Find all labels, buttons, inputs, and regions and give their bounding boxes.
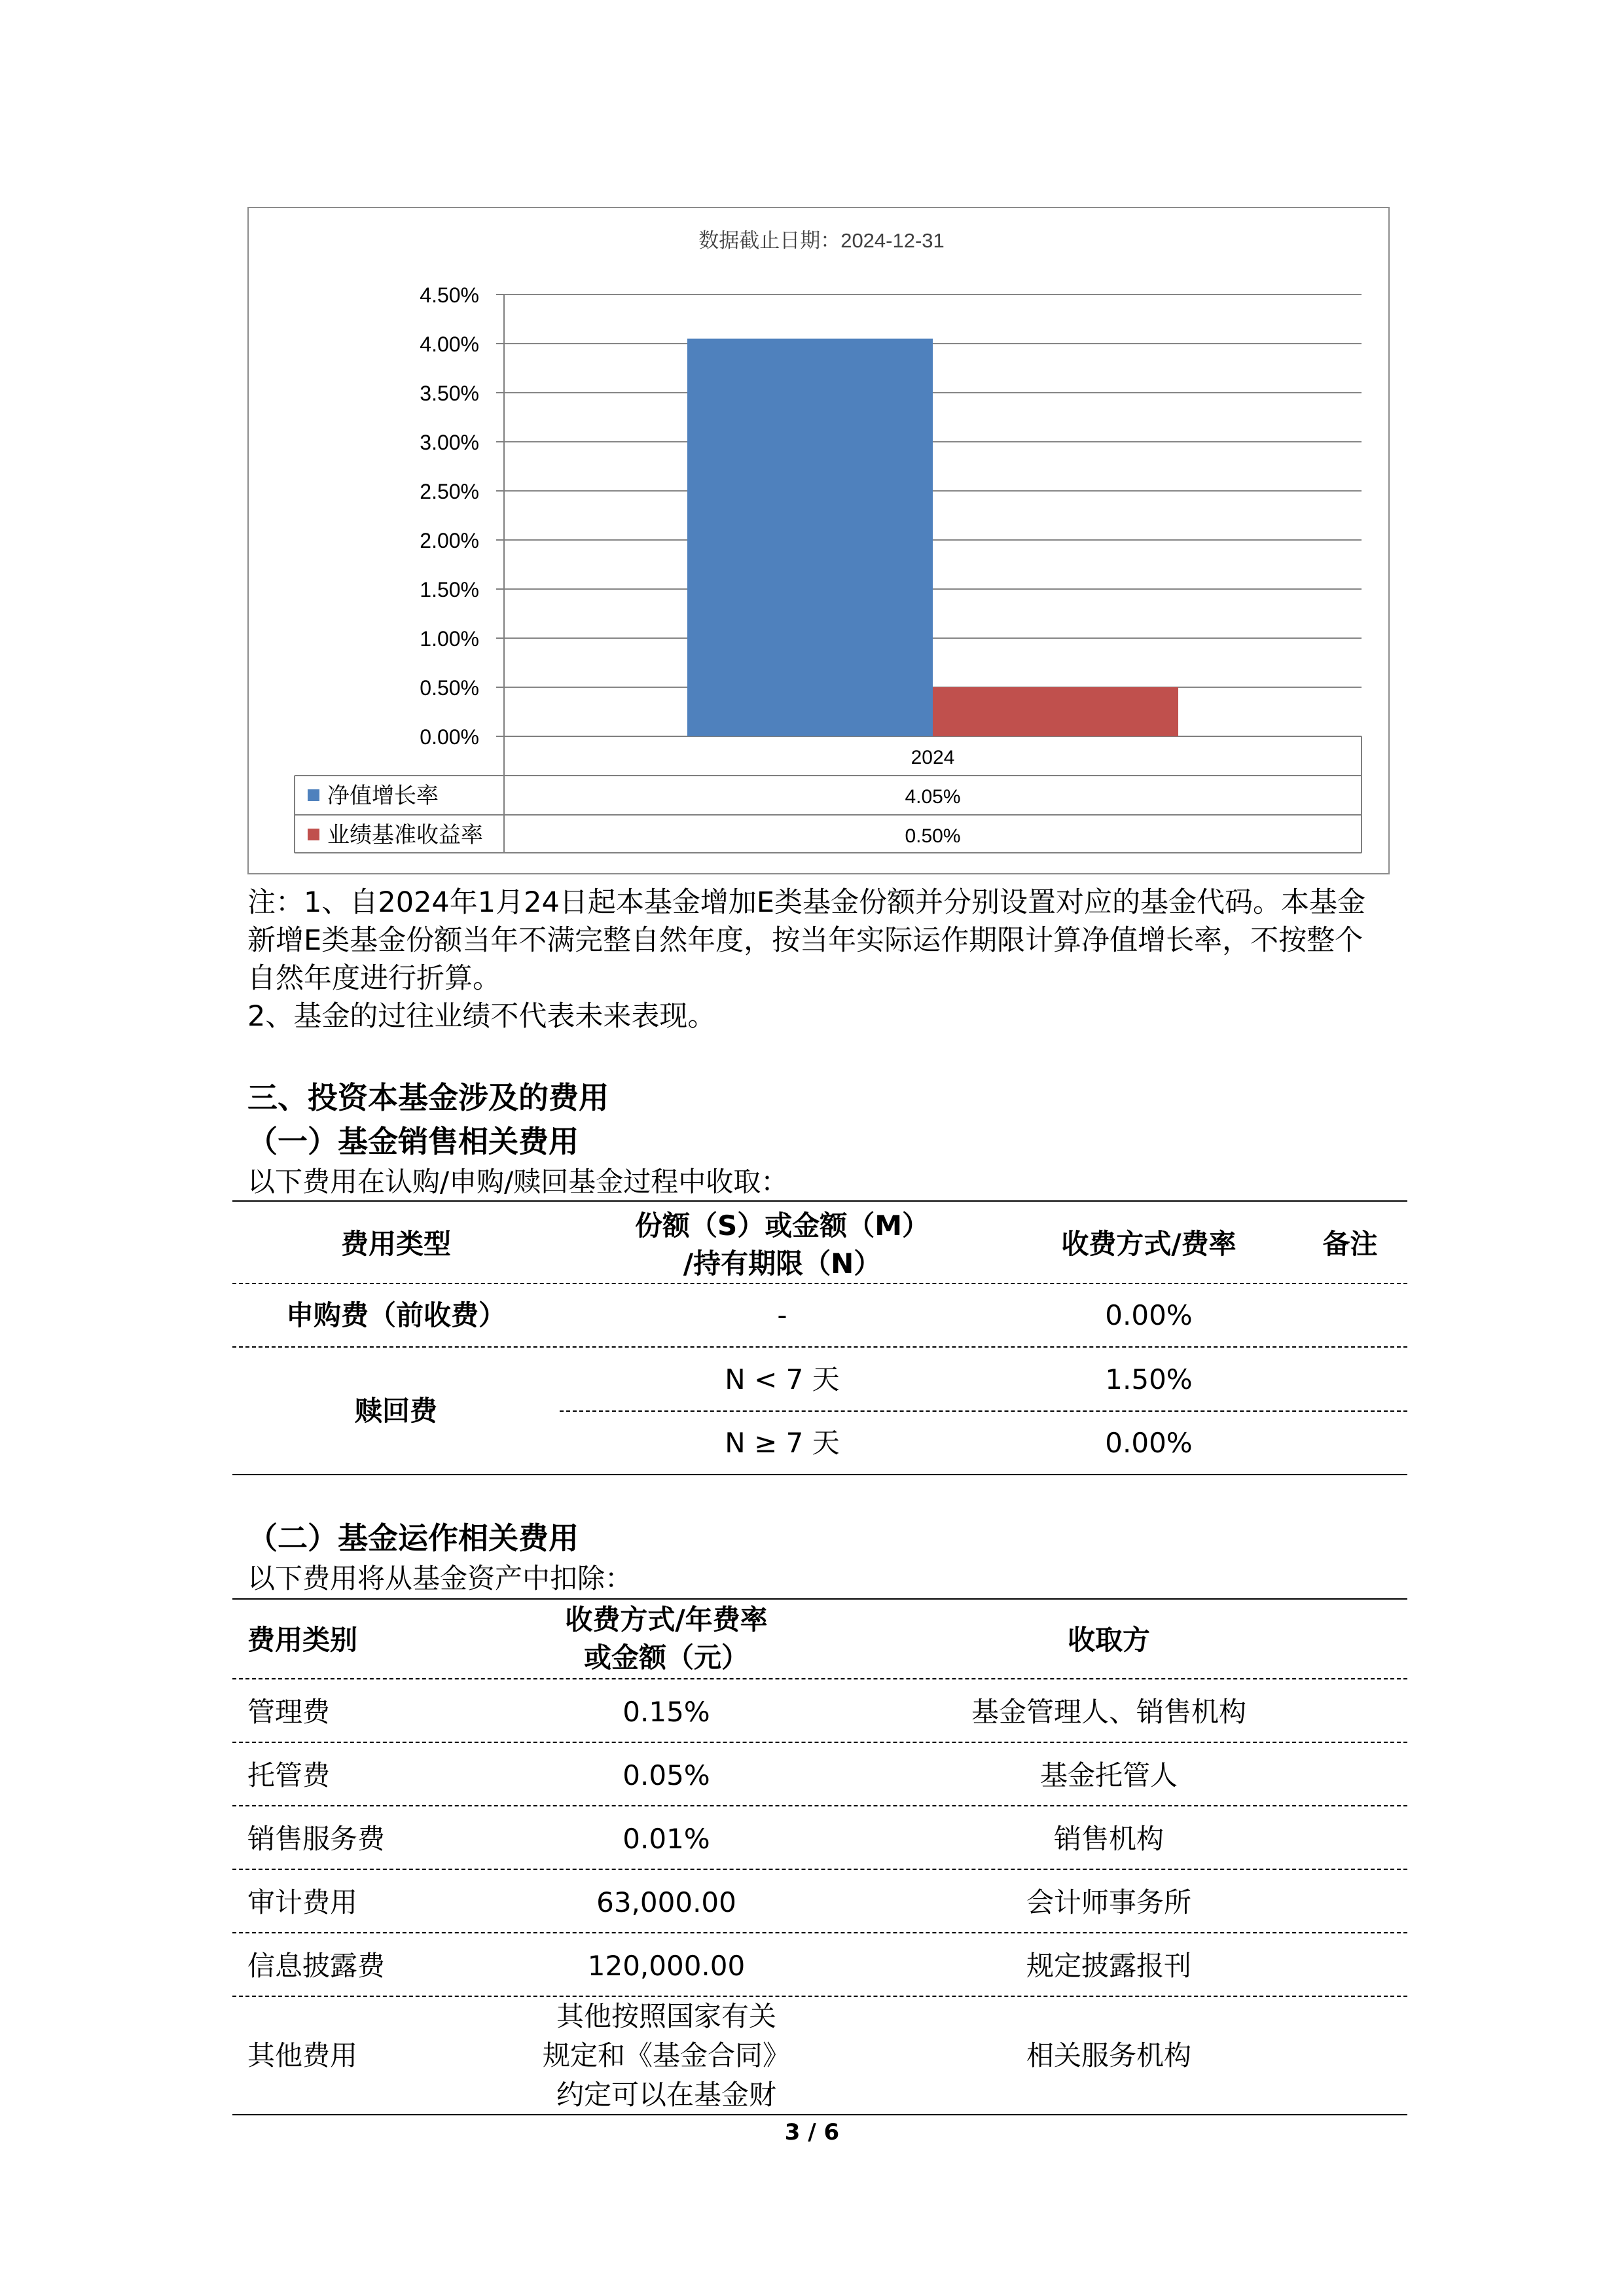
row-divider [232,1869,1407,1870]
x-category-label: 2024 [911,747,955,768]
header-fee-type: 费用类型 [340,1228,451,1260]
legend-swatch [308,829,319,840]
fee-payee: 销售机构 [1053,1823,1164,1855]
table-top-rule [232,1598,1407,1600]
fee-rate: 0.15% [623,1696,710,1728]
y-tick-label: 4.00% [420,332,479,356]
note-line: 新增E类基金份额当年不满完整自然年度，按当年实际运作期限计算净值增长率，不按整个 [247,924,1363,957]
fee-rate: 120,000.00 [587,1950,746,1982]
fee-payee: 规定披露报刊 [1026,1950,1191,1982]
fee-rate-line: 约定可以在基金财 [556,2079,776,2111]
fee-payee: 会计师事务所 [1026,1886,1191,1918]
rate-value: 0.00% [1105,1427,1193,1459]
y-tick-label: 2.00% [420,529,479,552]
y-tick-label: 3.50% [420,382,479,405]
sales-fees-intro: 以下费用在认购/申购/赎回基金过程中收取： [247,1166,789,1198]
y-tick-label: 4.50% [420,283,479,307]
y-tick-label: 0.50% [420,676,479,700]
row-divider [232,1805,1407,1806]
data-value-label: 0.50% [905,825,961,847]
row-divider [232,1678,1407,1679]
range-value: N < 7 天 [725,1363,840,1395]
header-rate: 收费方式/费率 [1061,1228,1236,1260]
range-value: N ≥ 7 天 [725,1427,840,1459]
note-line: 自然年度进行折算。 [247,962,501,995]
fee-category: 销售服务费 [247,1823,386,1855]
rate-value: 1.50% [1105,1363,1193,1395]
header-payee: 收取方 [1067,1624,1150,1656]
note-line: 2、基金的过往业绩不代表未来表现。 [247,1000,716,1033]
header-category: 费用类别 [247,1624,358,1656]
y-tick-label: 1.00% [420,627,479,651]
rate-value: 0.00% [1105,1299,1193,1331]
chart-bars [687,339,1178,737]
fee-rate: 0.01% [623,1823,710,1855]
header-remark: 备注 [1322,1228,1378,1260]
subsection-title-operation-fees: （二）基金运作相关费用 [247,1520,579,1556]
legend-series-name: 净值增长率 [327,783,439,808]
fee-category: 托管费 [247,1759,331,1791]
chart-notes [247,884,1399,1035]
table-bottom-rule [232,1474,1407,1475]
header-rate-line2: 或金额（元） [583,1641,749,1674]
chart-data-table [295,736,1362,853]
header-rate-line1: 收费方式/年费率 [565,1604,768,1636]
header-range-line2: /持有期限（N） [683,1247,882,1280]
row-divider [232,1742,1407,1743]
section-title: 三、投资本基金涉及的费用 [247,1080,609,1115]
fee-rate: 0.05% [623,1759,710,1791]
bar-nav-growth [687,339,933,737]
row-divider [560,1410,1407,1412]
fee-category: 审计费用 [247,1886,358,1918]
subsection-title-sales-fees: （一）基金销售相关费用 [247,1124,579,1159]
y-tick-label: 3.00% [420,431,479,454]
y-axis-ticks [420,283,479,749]
fee-category: 其他费用 [247,2039,358,2072]
performance-chart [247,207,1390,874]
y-tick-label: 2.50% [420,480,479,503]
chart-svg [249,208,1391,876]
fee-rate-line: 规定和《基金合同》 [542,2039,790,2072]
fee-payee: 基金托管人 [1039,1759,1178,1791]
legend-series-name: 业绩基准收益率 [327,823,483,848]
row-divider [232,1346,1407,1348]
fee-type-subscription: 申购费（前收费） [285,1299,506,1331]
table-bottom-rule [232,2114,1407,2115]
y-tick-label: 0.00% [420,725,479,749]
fee-type-redemption: 赎回费 [354,1395,437,1427]
operation-fees-intro: 以下费用将从基金资产中扣除： [247,1562,633,1594]
fee-rate: 63,000.00 [596,1886,736,1918]
fee-category: 信息披露费 [247,1950,386,1982]
fee-payee: 基金管理人、销售机构 [971,1696,1246,1728]
range-value: - [777,1299,787,1331]
header-range-line1: 份额（S）或金额（M） [634,1210,930,1242]
note-line: 注：1、自2024年1月24日起本基金增加E类基金份额并分别设置对应的基金代码。本基金 [247,886,1366,919]
fee-payee: 相关服务机构 [1026,2039,1191,2072]
legend-swatch [308,789,319,801]
fee-category: 管理费 [247,1696,331,1728]
table-top-rule [232,1200,1407,1202]
row-divider [232,1283,1407,1284]
row-divider [232,1996,1407,1997]
page-number: 3 / 6 [784,2119,840,2145]
bar-benchmark [933,687,1178,736]
chart-title: 数据截止日期：2024-12-31 [698,229,945,252]
y-tick-label: 1.50% [420,578,479,601]
fee-rate-line: 其他按照国家有关 [556,2000,776,2032]
row-divider [232,1932,1407,1933]
data-value-label: 4.05% [905,786,961,808]
